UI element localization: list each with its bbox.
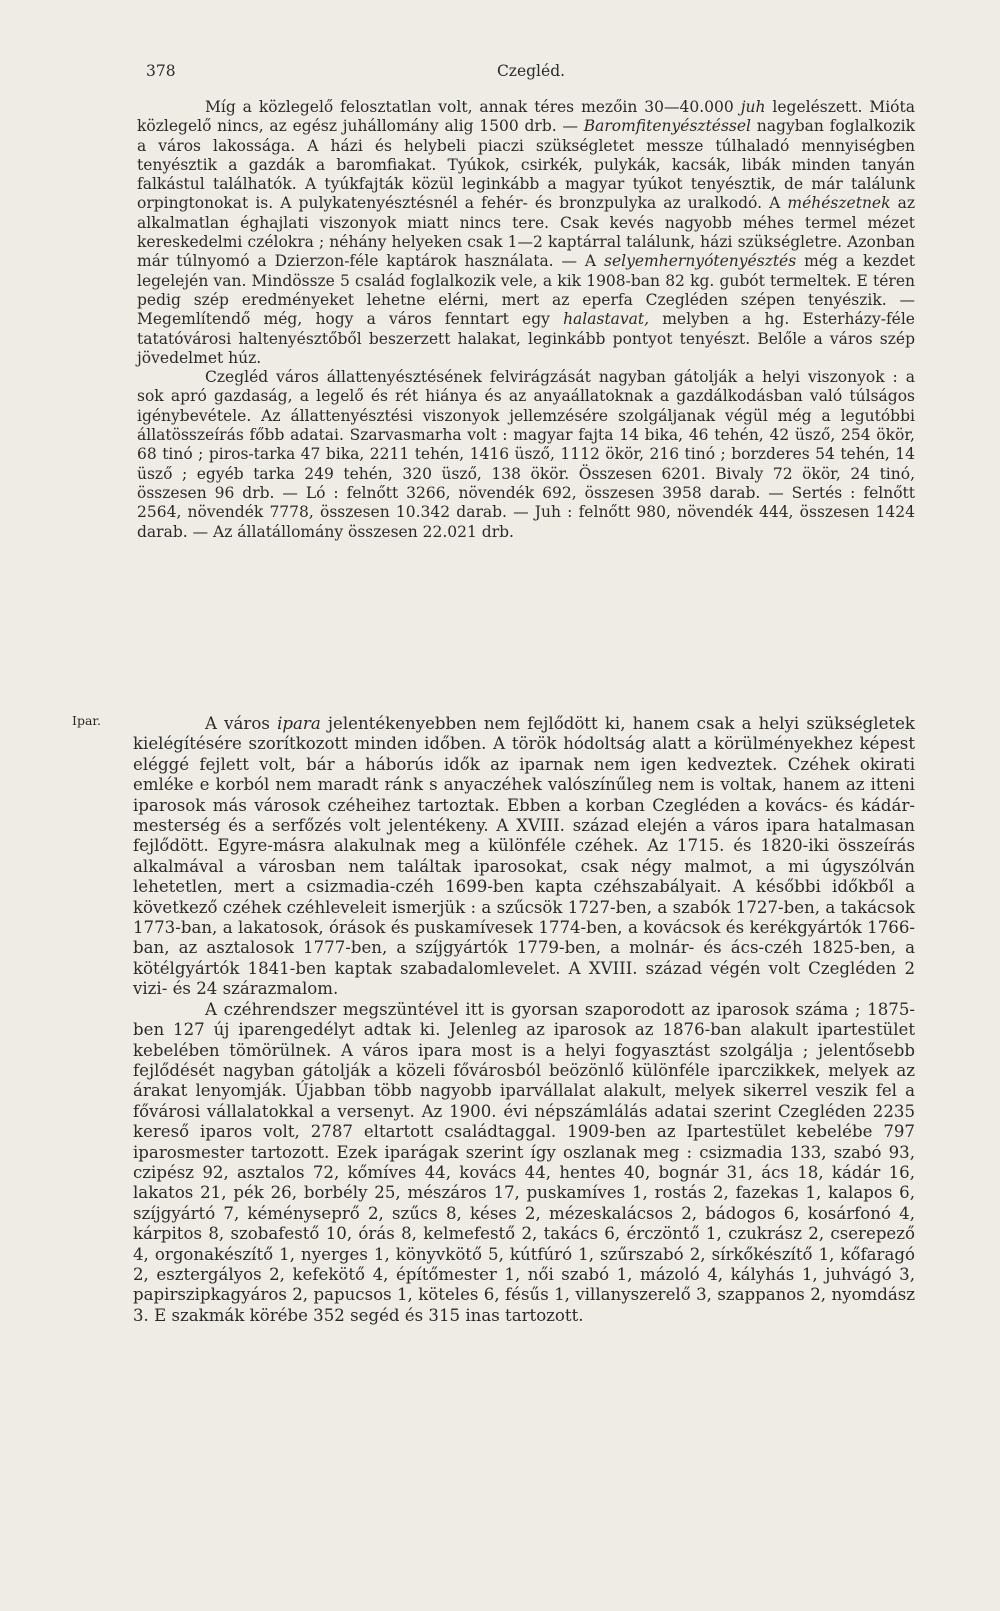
- paragraph-guild-system: [133, 1000, 915, 1327]
- running-head: Czegléd.: [496, 62, 566, 80]
- text-run: az alkalmatlan éghajlati viszonyok miatt nincs tere. Csak kevés nagyobb méhes termel mézet kereskedelmi czélokra ; néhány helyeken csak 1—2 kaptárral találunk, házi szükségletre. Azonban már túlnyomó a Dzierzon-féle kaptárok használata. — A: [137, 194, 915, 271]
- italic-term: ipara: [277, 714, 321, 733]
- text-run: melyben a hg. Esterházy-féle tatatóvárosi haltenyésztőből beszerzett halakat, leginkább pontyot tenyészt. Belőle a város szép jövedelmet húz.: [137, 310, 915, 367]
- italic-term: méhészetnek: [787, 194, 891, 213]
- paragraph-livestock-census: [137, 368, 915, 542]
- body-text-lower: [133, 714, 915, 1326]
- margin-note-ipar: Ipar.: [72, 713, 101, 728]
- text-run: jelentékenyebben nem fejlődött ki, hanem csak a helyi szükségletek kielégítésére szorítkozott minden időben. A török hódoltság alatt a körülményekhez képest eléggé fejlett volt, bár a háborús idők az iparnak nem igen kedveztek. Czéhek okirati emléke e korból nem maradt ránk s anyaczéhek valószínűleg nem is voltak, hanem az itteni iparosok más városok czéheihez tartoztak. Ebben a korban Czegléden a kovács- és kádár-mesterség és a serfőzés volt jelentékeny. A XVIII. század elején a város ipara hatalmasan fejlődött. Egyre-másra alakulnak meg a különféle czéhek. Az 1715. és 1820-iki összeírás alkalmával a városban nem találtak iparosokat, csak négy malmot, a mi úgyszólván lehetetlen, mert a csizmadia-czéh 1699-ben kapta czéhszabályait. A későbbi időkből a következő czéhek czéhleveleit ismerjük : a szűcsök 1727-ben, a szabók 1727-ben, a takácsok 1773-ban, a lakatosok, órások és puskamívesek 1774-ben, a kovácsok és kerékgyártók 1766-ban, az asztalosok 1777-ben, a szíjgyártók 1779-ben, a molnár- és ács-czéh 1825-ben, a kötélgyártók 1841-ben kaptak szabadalomlevelet. A XVIII. század végén volt Czegléden 2 vizi- és 24 szárazmalom.: [133, 714, 915, 999]
- paragraph-animal-husbandry: [137, 98, 915, 368]
- text-run: Míg a közlegelő felosztatlan volt, annak téres mezőin 30—40.000: [205, 98, 741, 116]
- text-run: Czegléd város állattenyésztésének felvirágzását nagyban gátolják a helyi viszonyok : a sok apró gazdaság, a legelő és rét hiánya és az anyaállatoknak a gazdálkodásban való túlságos igénybevétele. Az állattenyésztési viszonyok jellemzésére szolgáljanak végül még a legutóbbi állatösszeírás főbb adatai. Szarvasmarha volt : magyar fajta 14 bika, 46 tehén, 42 üsző, 254 ökör, 68 tinó ; piros-tarka 47 bika, 2211 tehén, 1416 üsző, 1112 ökör, 216 tinó ; borzderes 54 tehén, 14 üsző ; egyéb tarka 249 tehén, 320 üsző, 138 ökör. Összesen 6201. Bivaly 72 ökör, 24 tinó, összesen 96 drb. — Ló : felnőtt 3266, növendék 692, összesen 3958 darab. — Sertés : felnőtt 2564, növendék 7778, összesen 10.342 darab. — Juh : felnőtt 980, növendék 444, összesen 1424 darab. — Az állatállomány összesen 22.021 drb.: [137, 368, 915, 541]
- italic-term: juh: [740, 98, 766, 116]
- page-number: 378: [146, 62, 176, 80]
- paragraph-industry-history: [133, 714, 915, 1000]
- text-run: legelészett. Mióta közlegelő nincs, az egész juhállomány alig 1500 drb. —: [137, 98, 915, 136]
- text-run: még a kezdet legelején van. Mindössze 5 család foglalkozik vele, a kik 1908-ban 82 kg. gubót termeltek. E téren pedig szép eredményeket lehetne elérni, mert az eperfa Czegléden szépen tenyészik. — Megemlítendő még, hogy a város fenntart egy: [137, 252, 916, 329]
- body-text-upper: [137, 98, 915, 542]
- italic-term: halastavat,: [563, 310, 650, 329]
- italic-term: Baromfitenyésztéssel: [583, 117, 752, 136]
- text-run: A czéhrendszer megszüntével itt is gyorsan szaporodott az iparosok száma ; 1875-ben 127 új iparengedélyt adtak ki. Jelenleg az iparosok az 1876-ban alakult ipartestület kebelében tömörülnek. A város ipara most is a helyi fogyasztást szolgálja ; jelentősebb fejlődését nagyban gátolják a közeli fővárosból beözönlő különféle iparczikkek, melyek az árakat lenyomják. Újabban több nagyobb iparvállalat alakult, melyek sikerrel veszik fel a fővárosi vállalatokkal a versenyt. Az 1900. évi népszámlálás adatai szerint Czegléden 2235 kereső iparos volt, 2787 eltartott családtaggal. 1909-ben az Ipartestület kebelébe 797 iparosmester tartozott. Ezek iparágak szerint így oszlanak meg : csizmadia 133, szabó 93, czipész 92, asztalos 72, kőmíves 44, kovács 44, hentes 40, bognár 31, ács 18, kádár 16, lakatos 21, pék 26, borbély 25, mészáros 17, puskamíves 1, rostás 2, fazekas 1, kalapos 6, szíjgyártó 7, kéményseprő 2, szűcs 8, késes 2, mézeskalácsos 2, bádogos 6, kosárfonó 4, kárpitos 8, szobafestő 10, órás 8, kelmefestő 2, takács 6, érczöntő 1, czukrász 2, cserepező 4, orgonakészítő 1, nyerges 1, könyvkötő 5, kútfúró 1, szűrszabó 2, sírkőkészítő 1, kőfaragó 2, esztergályos 2, kefekötő 4, építőmester 1, női szabó 1, mázoló 4, kályhás 1, juhvágó 3, papirszipkagyáros 2, papucsos 1, köteles 6, fésűs 1, villanyszerelő 3, szappanos 2, nyomdász 3. E szakmák körébe 352 segéd és 315 inas tartozott.: [133, 999, 915, 1325]
- page-header: [146, 62, 916, 86]
- text-run: nagyban foglalkozik a város lakossága. A házi és helybeli piaczi szükségletet messze túlhaladó mennyiségben tenyésztik a gazdák a baromfiakat. Tyúkok, csirkék, pulykák, kacsák, libák minden tanyán falkástul találhatók. A tyúkfajták közül leginkább a magyar tyúkot tenyésztik, de már találunk orpingtonokat is. A pulykatenyésztésnél a fehér- és bronzpulyka az uralkodó. A: [137, 117, 915, 213]
- italic-term: selyemhernyótenyésztés: [604, 252, 797, 271]
- text-run: A város: [205, 714, 278, 733]
